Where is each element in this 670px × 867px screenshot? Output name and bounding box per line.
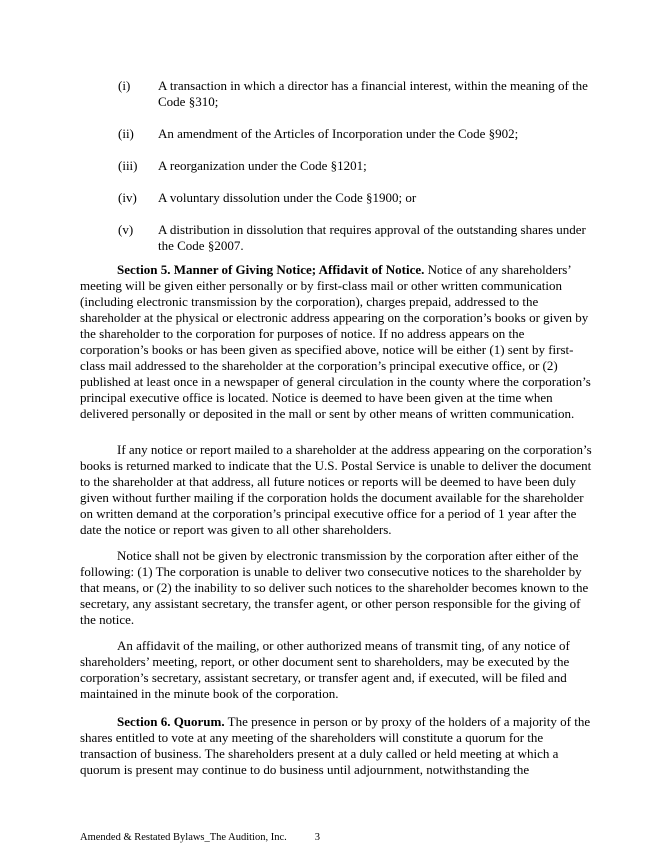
footer-page-number: 3 [314,832,321,843]
section-6-paragraph-1 [80,714,594,778]
section-5-paragraph-1-text: Notice of any shareholders’ meeting will be given either personally or by first-class mail or other written communication (including electronic transmission by the corporation), charges prepaid, addressed to the shareholder at the physical or electronic address appearing on the corporation’s books or given by the shareholder to the corporation for purposes of notice. If no address appears on the corporation’s books or has been given as specified above, notice will be either (1) sent by first-class mail addressed to the shareholder at the corporation’s principal executive office, or (2) published at least once in a newspaper of general circulation in the county where the corporation’s principal executive office is located. Notice is deemed to have been given at the time when delivered personally or deposited in the mall or sent by other means of written communication. [80,262,591,421]
section-5-paragraph-4-block [80,638,594,702]
list-item [80,158,600,174]
list-item-number: (ii) [118,126,134,141]
section-5-paragraph-2-block [80,442,594,538]
list-item-number: (v) [118,222,134,237]
list-item-text: An amendment of the Articles of Incorporation under the Code §902; [158,126,519,141]
list-item-text: A voluntary dissolution under the Code §1900; or [158,190,417,205]
section-5-paragraph-2: If any notice or report mailed to a shareholder at the address appearing on the corporation’s books is returned marked to indicate that the U.S. Postal Service is unable to deliver the document to the shareholder at that address, all future notices or reports will be deemed to have been duly given without further mailing if the corporation holds the document available for the shareholder on written demand at the corporation’s principal executive office for a period of 1 year after the date the notice or report was given to all other shareholders. [80,442,592,537]
section-5-paragraph-3: Notice shall not be given by electronic transmission by the corporation after either of the following: (1) The corporation is unable to deliver two consecutive notices to the shareholder by that means, or (2) the inability to so deliver such notices to the shareholder becomes known to the secretary, any assistant secretary, the transfer agent, or other person responsible for the giving of the notice. [80,548,589,627]
list-item-number: (iv) [118,190,137,205]
list-item [80,190,600,206]
list-item-number: (i) [118,78,131,93]
matters-list [80,78,600,270]
footer-document-name: Amended & Restated Bylaws_The Audition, Inc. [80,832,287,843]
list-item-number: (iii) [118,158,138,173]
section-6 [80,714,594,778]
section-6-paragraph-1-text: The presence in person or by proxy of the holders of a majority of the shares entitled to vote at any meeting of the shareholders will constitute a quorum for the transaction of business. The shareholders present at a duly called or held meeting at which a quorum is present may continue to do business until adjournment, notwithstanding the [80,714,591,777]
section-5-paragraph-3-block [80,548,594,628]
section-6-heading: Section 6. Quorum. [117,714,225,729]
list-item [80,78,600,110]
section-5 [80,262,594,422]
list-item [80,222,600,254]
list-item-text: A distribution in dissolution that requires approval of the outstanding shares under the Code §2007. [158,222,586,253]
list-item [80,126,600,142]
section-5-paragraph-1 [80,262,594,422]
list-item-text: A reorganization under the Code §1201; [158,158,367,173]
section-5-heading: Section 5. Manner of Giving Notice; Affidavit of Notice. [117,262,425,277]
page-footer [80,832,320,844]
list-item-text: A transaction in which a director has a financial interest, within the meaning of the Code §310; [158,78,588,109]
section-5-paragraph-4: An affidavit of the mailing, or other authorized means of transmit ting, of any notice of shareholders’ meeting, report, or other document sent to shareholders, may be executed by the corporation’s secretary, assistant secretary, or transfer agent and, if executed, will be filed and maintained in the minute book of the corporation. [80,638,570,701]
